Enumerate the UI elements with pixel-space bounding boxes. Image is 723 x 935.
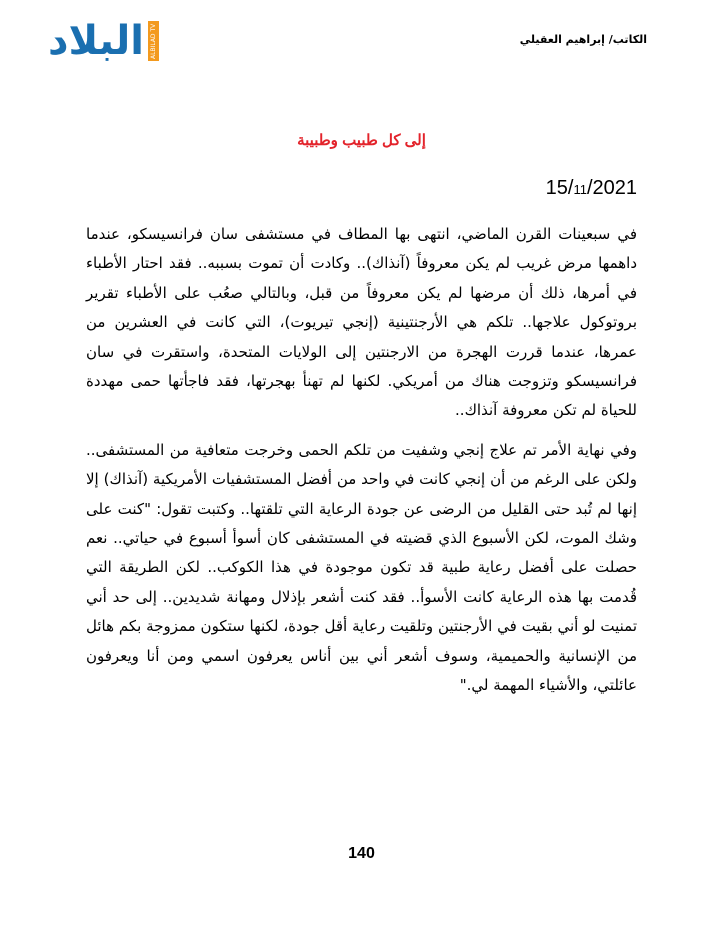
page-number: 140	[348, 845, 375, 862]
article-body	[86, 220, 637, 701]
date-month: 11	[573, 182, 587, 197]
paragraph: وفي نهاية الأمر تم علاج إنجي وشفيت من تلكم الحمى وخرجت متعافية من المستشفى.. ولكن على الرغم من أن إنجي كانت في واحد من أفضل المستشفيات الأمريكية (آنذاك) إلا إنها لم تُبد حتى القليل من الرضى عن جودة الرعاية التي تلقتها.. وكتبت تقول: "كنت على وشك الموت، لكن الأسبوع الذي قضيته في المستشفى كان أسوأ أسبوع في حياتي.. نعم حصلت على أفضل رعاية طبية قد تكون موجودة في هذا الكوكب.. لكن الطريقة التي قُدمت بها هذه الرعاية كانت الأسوأ.. فقد كنت أشعر بإذلال ومهانة شديدين.. إلى حد أني تمنيت لو أني بقيت في الأرجنتين وتلقيت رعاية أقل جودة، لكنها ستكون ممزوجة بكم هائل من الإنسانية والحميمية، وسوف أشعر أني بين أناس يعرفون اسمي ومن أنا ويعرفون عائلتي، والأشياء المهمة لي."	[86, 440, 637, 695]
date-day: 15/	[545, 177, 574, 199]
author-line: الكاتب/ إبراهيم العقيلي	[519, 33, 647, 46]
logo-wordmark: البلاد	[48, 18, 144, 64]
article-title: إلى كل طبيب وطبيبة	[297, 132, 426, 149]
logo-tv-tag: ALBILAD TV	[148, 21, 159, 61]
article-date	[546, 177, 637, 200]
paragraph: في سبعينات القرن الماضي، انتهى بها المطاف في مستشفى سان فرانسيسكو، عندما داهمها مرض غريب لم يكن معروفاً (آنذاك).. وكادت أن تموت بسببه.. فقد احتار الأطباء في أمرها، ذلك أن مرضها لم يكن معروفاً من قبل، وبالتالي صعُب على الأطباء تقرير بروتوكول علاجها.. تلكم هي الأرجنتينية (إنجي تيريوت)، التي كانت في العشرين من عمرها، عندما قررت الهجرة من الارجنتين إلى الولايات المتحدة، واستقرت في سان فرانسيسكو وتزوجت هناك من أمريكي. لكنها لم تهنأ بهجرتها، فقد فاجأتها حمى مهددة للحياة لم تكن معروفة آنذاك..	[86, 225, 637, 420]
date-year: /2021	[586, 177, 637, 199]
albilad-logo	[48, 18, 178, 64]
